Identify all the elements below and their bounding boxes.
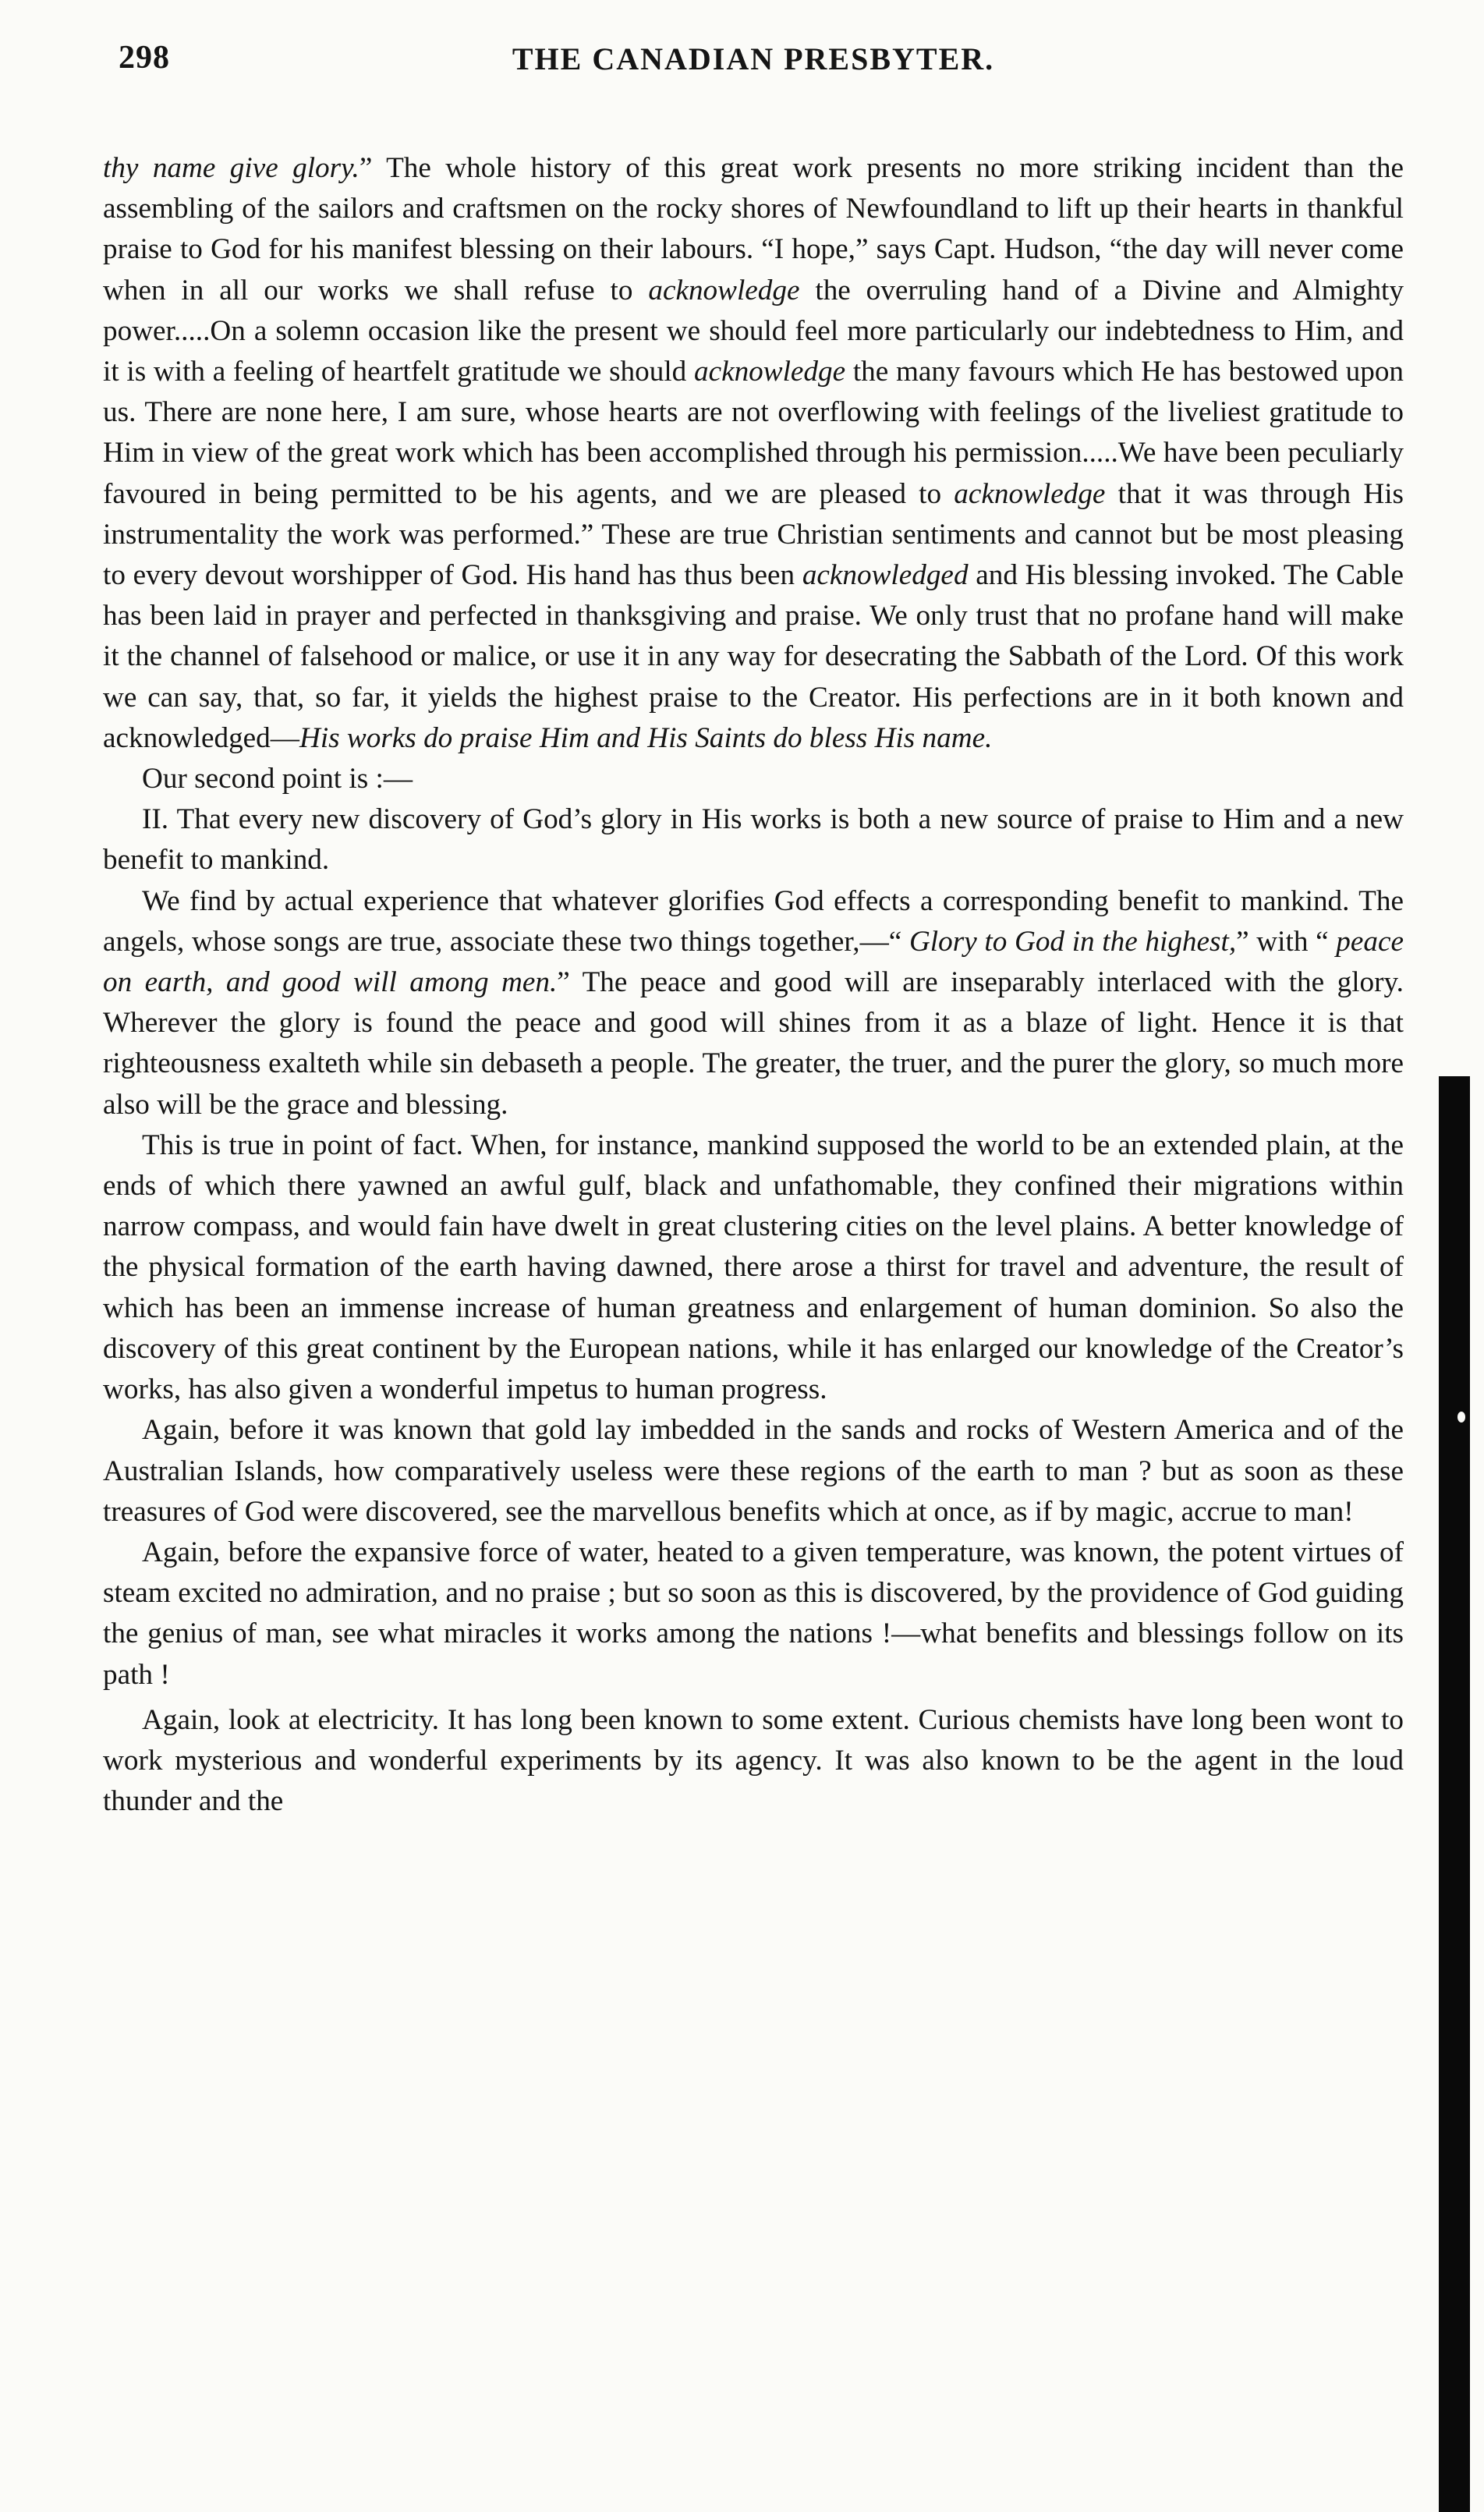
journal-title: THE CANADIAN PRESBYTER.: [512, 41, 995, 76]
text-run: II. That every new discovery of God’s glory in His works is both a new source of praise to Him and a new benefit to mankind.: [103, 803, 1404, 877]
italic-run: acknowledged: [802, 559, 969, 592]
book-page: [103, 31, 1404, 2480]
paragraph-8: [103, 1700, 1404, 1823]
text-run: and His blessing invoked. The Cable has been laid in prayer and perfected in thanksgiving and praise. We only trust that no profane hand will make it the channel of falsehood or malice, or use it in any way for desecrating the Sabbath of the Lord. Of this work we can say, that, so far, it yields the highest praise to the Creator. His perfections are in it both known and acknowledged—: [103, 559, 1404, 754]
paragraph-5: [103, 1125, 1404, 1410]
page-number: 298: [119, 40, 170, 76]
page-edge-shadow: [1439, 1076, 1470, 2512]
italic-run: acknowledge: [954, 477, 1106, 510]
paragraph-1: [103, 148, 1404, 759]
text-run: This is true in point of fact. When, for instance, mankind supposed the world to be an extended plain, at the ends of which there yawned an awful gulf, black and unfathomable, they confined their migrations within narrow compass, and would fain have dwelt in great clustering cities on the level plains. A better knowledge of the physical formation of the earth having dawned, there arose a thirst for travel and adventure, the result of which has been an immense increase of human greatness and enlargement of human dominion. So also the discovery of this great continent by the European nations, while it has enlarged our knowledge of the Creator’s works, has also given a wonderful impetus to human progress.: [103, 1128, 1404, 1406]
italic-run: peace on earth, and good will among men.: [103, 925, 1404, 999]
body-text: [103, 148, 1404, 1822]
text-run: the overruling hand of a Divine and Almighty power.....On a solemn occasion like the present we should feel more particularly our indebtedness to Him, and it is with a feeling of heartfelt gratitude we should: [103, 274, 1404, 388]
text-run: We find by actual experience that whatever glorifies God effects a corresponding benefit to mankind. The angels, whose songs are true, associate these two things together,—“: [103, 884, 1404, 958]
text-run: ” The peace and good will are inseparably interlaced with the glory. Wherever the glory is found the peace and good will shines from it as a blaze of light. Hence it is that righteousness exalteth while sin debaseth a people. The greater, the truer, and the purer the glory, so much more also will be the grace and blessing.: [103, 966, 1404, 1121]
italic-run: acknowledge: [693, 356, 846, 388]
paragraph-3: [103, 799, 1404, 880]
italic-run: Glory to God in the highest,: [908, 925, 1237, 958]
italic-run: His works do praise Him and His Saints do bless His name.: [299, 721, 993, 754]
text-run: Our second point is :—: [142, 763, 413, 795]
text-run: that it was through His instrumentality the work was performed.” These are true Christian sentiments and cannot but be most pleasing to every devout worshipper of God. His hand has thus been: [103, 477, 1404, 592]
italic-run: acknowledge: [648, 274, 800, 306]
paragraph-6: [103, 1410, 1404, 1532]
italic-run: thy name give glory.: [103, 152, 359, 184]
text-run: Again, before it was known that gold lay imbedded in the sands and rocks of Western America and of the Australian Islands, how comparatively useless were these regions of the earth to man ? but as soon as these treasures of God were discovered, see the marvellous benefits which at once, as if by magic, accrue to man!: [103, 1414, 1404, 1528]
paragraph-7: [103, 1532, 1404, 1695]
paragraph-4: [103, 881, 1404, 1125]
text-run: ” with “: [1236, 925, 1337, 958]
text-run: the many favours which He has bestowed upon us. There are none here, I am sure, whose hearts are not overflowing with feelings of the liveliest gratitude to Him in view of the great work which has been accomplished through his permission.....We have been peculiarly favoured in being permitted to be his agents, and we are pleased to: [103, 356, 1404, 510]
text-run: Again, before the expansive force of water, heated to a given temperature, was known, the potent virtues of steam excited no admiration, and no praise ; but so soon as this is discovered, by the providence of God guiding the genius of man, see what miracles it works among the nations !—what benefits and blessings follow on its path !: [103, 1536, 1404, 1691]
edge-spot: [1457, 1412, 1465, 1423]
text-run: Again, look at electricity. It has long been known to some extent. Curious chemists have long been wont to work mysterious and wonderful experiments by its agency. It was also known to be the agent in the loud thunder and the: [103, 1703, 1404, 1818]
paragraph-2: [103, 759, 1404, 799]
text-run: ” The whole history of this great work presents no more striking incident than the assembling of the sailors and craftsmen on the rocky shores of Newfoundland to lift up their hearts in thankful praise to God for his manifest blessing on their labours. “I hope,” says Capt. Hudson, “the day will never come when in all our works we shall refuse to: [103, 152, 1404, 306]
running-header: [103, 31, 1404, 86]
